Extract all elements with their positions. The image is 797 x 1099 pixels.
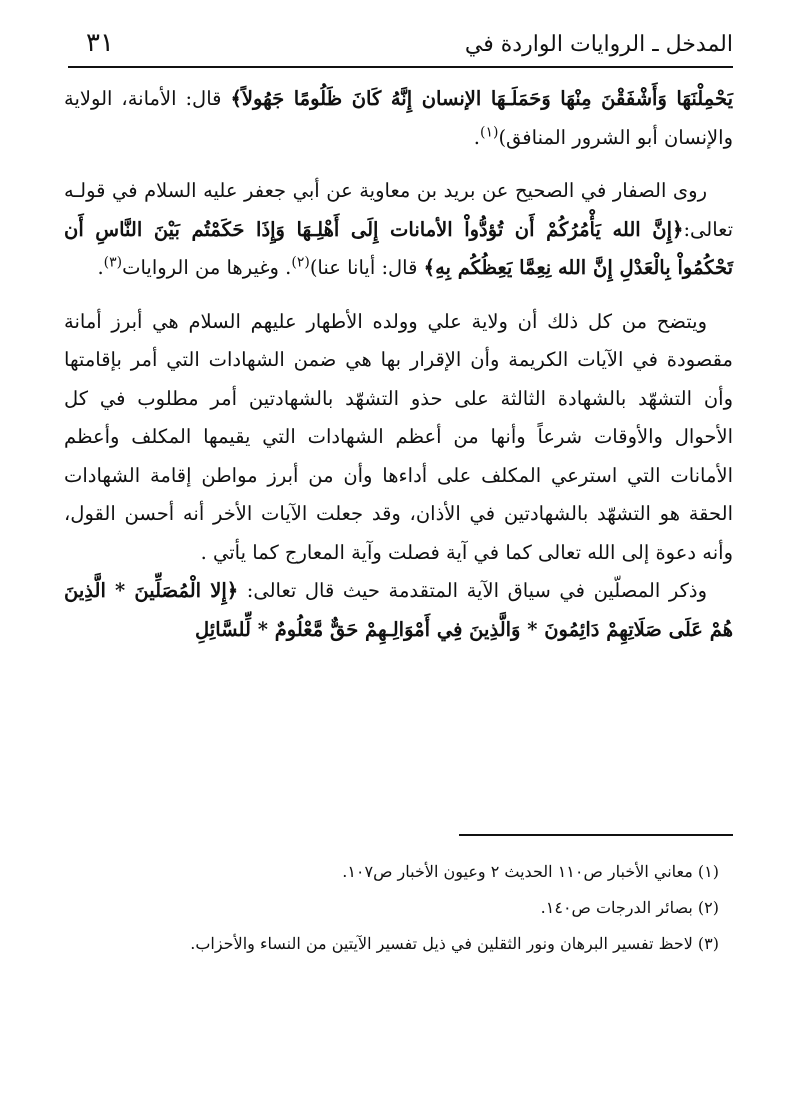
paragraph-4 xyxy=(64,572,733,649)
paragraph-text: . xyxy=(97,256,104,279)
footnote-ref: (١) xyxy=(479,124,499,140)
paragraph-text: . وغيرها من الروايات xyxy=(122,256,292,279)
footnote-1: (١) معاني الأخبار ص١١٠ الحديث ٢ وعيون الأخبار ص١٠٧. xyxy=(342,862,719,881)
footnote-2: (٢) بصائر الدرجات ص١٤٠. xyxy=(540,898,719,917)
paragraph-1 xyxy=(64,80,733,157)
running-header xyxy=(68,28,733,68)
paragraph-2 xyxy=(64,172,733,288)
footnote-ref: (٣) xyxy=(103,254,123,271)
quran-verse: ﴿إِلا الْمُصَلِّينَ * الَّذِينَ هُمْ عَلَى صَلَاتِهِمْ دَائِمُونَ * وَالَّذِينَ فِي أَمْوَالِـهِمْ حَقٌّ مَّعْلُومٌ * لِّلسَّائِلِ xyxy=(64,579,733,641)
page-number: ٣١ xyxy=(86,28,114,58)
quran-verse: يَحْمِلْنَهَا وَأَشْفَقْنَ مِنْهَا وَحَمَلَـهَا الإنسان إِنَّهُ كَانَ ظَلُومًا جَهُولاً﴾ xyxy=(230,87,733,110)
quran-verse: ﴿إِنَّ الله يَأْمُرُكُمْ أَن تُؤدُّواْ الأمانات إِلَى أَهْلِـهَا وَإِذَا حَكَمْتُم بَيْنَ النَّاسِ أَن تَحْكُمُواْ بِالْعَدْلِ إِنَّ الله نِعِمَّا يَعِظُكُم بِهِ﴾ xyxy=(64,217,733,279)
footnotes xyxy=(64,862,719,970)
paragraph-text: قال: أيانا عنا) xyxy=(309,256,418,279)
footnote-3: (٣) لاحظ تفسير البرهان ونور الثقلين في ذيل تفسير الآيتين من النساء والأحزاب. xyxy=(190,934,719,953)
paragraph-text: ويتضح من كل ذلك أن ولاية علي وولده الأطهار عليهم السلام هي أبرز أمانة مقصودة في الآيات الكريمة وأن الإقرار بها هي ضمن الشهادات التي أمر بإقامتها وأن التشهّد بالشهادة الثالثة على حذو التشهّد بالشهادتين أمر مطلوب في كل الأحوال والأوقات شرعاً وأنها من أعظم الشهادات التي يقيمها المكلف وأعظم الأمانات التي استرعي المكلف على أداءها وأن من أبرز مواطن إقامة الشهادات الحقة هو التشهّد بالشهادتين في الأذان، وقد جعلت الآيات الأخر أنه أحسن القول، وأنه دعوة إلى الله تعالى كما في آية فصلت وآية المعارج كما يأتي . xyxy=(64,309,733,564)
paragraph-text: . xyxy=(473,125,480,149)
footnote-ref: (٢) xyxy=(291,254,310,271)
body-text xyxy=(64,80,733,649)
running-title: المدخل ـ الروايات الواردة في xyxy=(464,32,733,57)
paragraph-text: قال: الأمانة، الولاية والإنسان أبو الشرور المنافق) xyxy=(64,87,733,149)
paragraph-3 xyxy=(64,303,733,573)
paragraph-text: وذكر المصلّين في سياق الآية المتقدمة حيث قال تعالى: xyxy=(246,579,707,602)
footnote-divider xyxy=(459,834,733,836)
paragraph-text: روى الصفار في الصحيح عن بريد بن معاوية عن أبي جعفر عليه السلام في قولـه تعالى: xyxy=(64,179,733,241)
